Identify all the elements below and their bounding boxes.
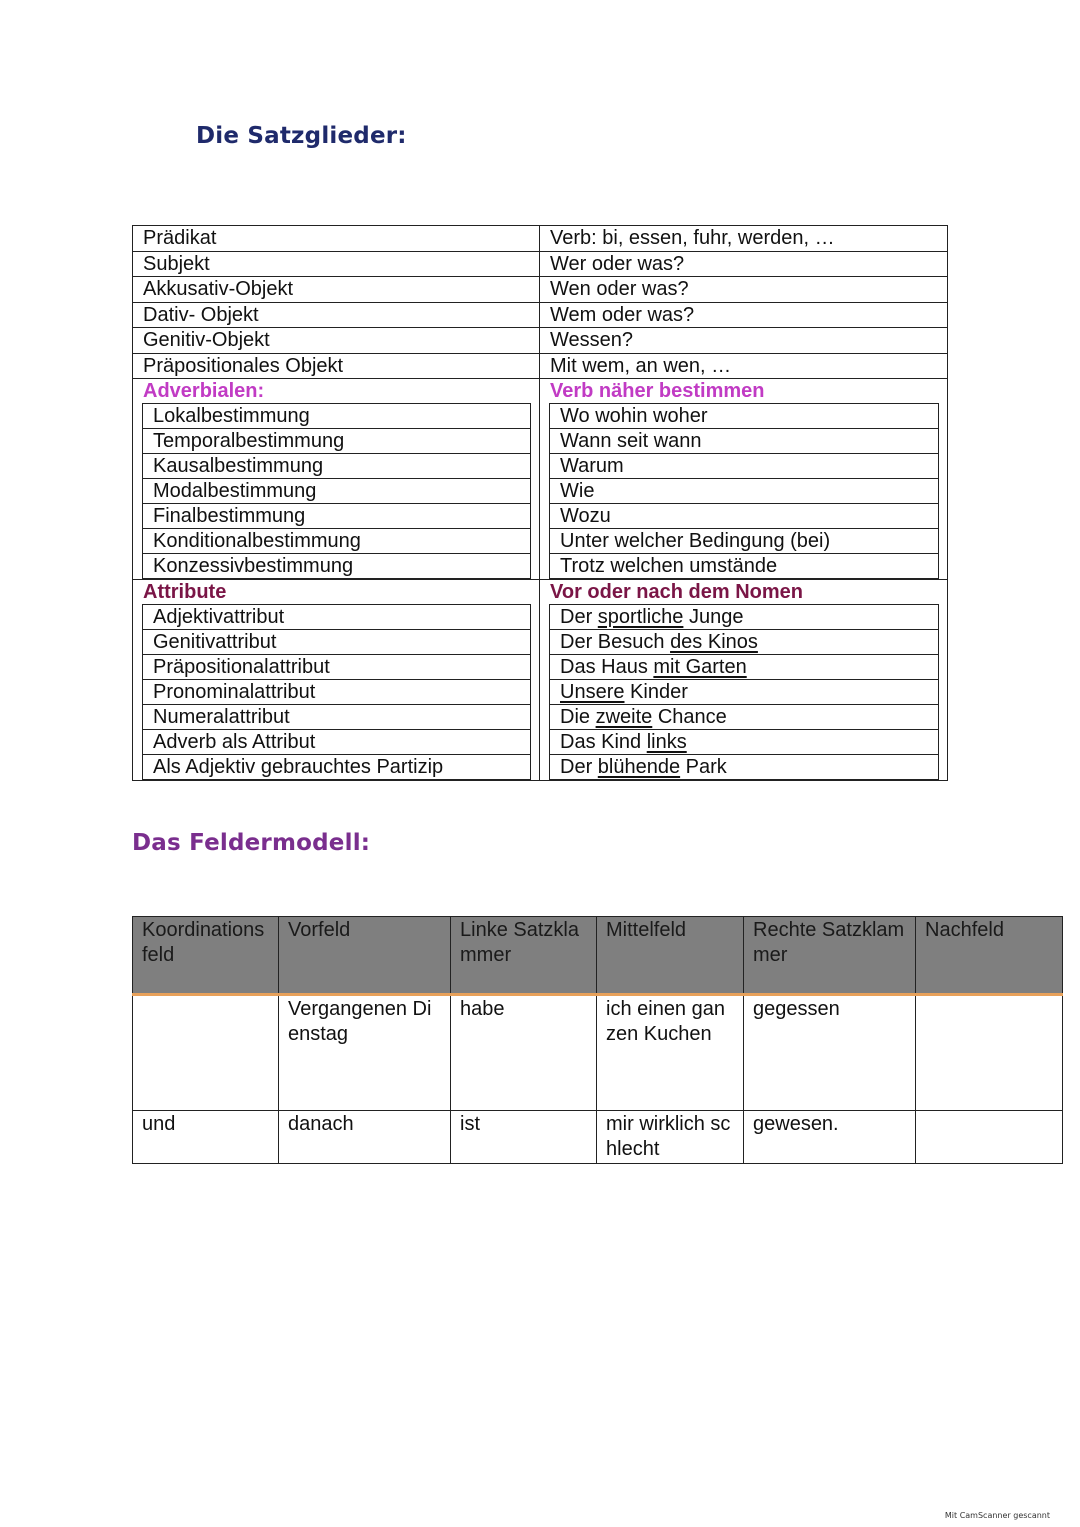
satzglied-name: Subjekt: [133, 251, 540, 277]
adverbial-question: Warum: [550, 454, 939, 479]
field-cell: ist: [451, 1111, 597, 1164]
list-item: [143, 404, 531, 429]
satzglied-row: [133, 302, 948, 328]
attribute-type: Als Adjektiv gebrauchtes Partizip: [143, 755, 531, 780]
list-item: [143, 454, 531, 479]
field-cell: [133, 995, 279, 1111]
satzglied-question: Mit wem, an wen, …: [540, 353, 948, 379]
list-item: [143, 504, 531, 529]
example-underlined-attribute: Unsere: [560, 681, 625, 703]
list-item: [143, 429, 531, 454]
adverbialen-type: Kausalbestimmung: [143, 454, 531, 479]
satzglieder-table: [132, 225, 948, 781]
example-text: Die: [560, 706, 596, 728]
field-header: Vorfeld: [279, 917, 451, 995]
feldermodell-table: [132, 916, 1063, 1164]
attribute-type: Präpositionalattribut: [143, 655, 531, 680]
adverbialen-left-cell: [133, 379, 540, 580]
list-item: [550, 730, 939, 755]
example-underlined-attribute: blühende: [597, 756, 681, 778]
field-cell: mir wirklich schlecht: [597, 1111, 744, 1164]
field-header: Mittelfeld: [597, 917, 744, 995]
list-item: [143, 730, 531, 755]
attribute-example: [550, 680, 939, 705]
field-cell: [916, 1111, 1063, 1164]
list-item: [550, 529, 939, 554]
satzglied-row: [133, 277, 948, 303]
example-underlined-attribute: links: [646, 731, 687, 753]
feldermodell-header-row: [133, 917, 1063, 995]
attribute-type: Genitivattribut: [143, 630, 531, 655]
field-cell: gegessen: [744, 995, 916, 1111]
list-item: [143, 529, 531, 554]
attribute-example: [550, 655, 939, 680]
example-text: Kinder: [624, 681, 688, 703]
adverbialen-type: Temporalbestimmung: [143, 429, 531, 454]
satzglied-row: [133, 251, 948, 277]
list-item: [550, 605, 939, 630]
example-underlined-attribute: des Kinos: [670, 631, 758, 653]
example-text: Das Haus: [560, 656, 654, 678]
field-cell: gewesen.: [744, 1111, 916, 1164]
list-item: [550, 479, 939, 504]
list-item: [143, 630, 531, 655]
adverbial-question: Wozu: [550, 504, 939, 529]
attribute-types-list: [142, 604, 531, 780]
attribute-example: [550, 730, 939, 755]
adverbialen-answers-list: [549, 403, 939, 579]
example-text: Der: [560, 606, 598, 628]
field-header: Nachfeld: [916, 917, 1063, 995]
list-item: [143, 554, 531, 579]
list-item: [143, 680, 531, 705]
list-item: [550, 655, 939, 680]
adverbial-question: Wo wohin woher: [550, 404, 939, 429]
adverbial-question: Trotz welchen umstände: [550, 554, 939, 579]
example-underlined-attribute: mit Garten: [653, 656, 747, 678]
example-underlined-attribute: sportliche: [597, 606, 684, 628]
example-text: Das Kind: [560, 731, 647, 753]
satzglied-row: [133, 328, 948, 354]
list-item: [550, 454, 939, 479]
list-item: [143, 655, 531, 680]
field-cell: [916, 995, 1063, 1111]
list-item: [143, 479, 531, 504]
list-item: [143, 605, 531, 630]
adverbialen-right-cell: [540, 379, 948, 580]
title-satzglieder: Die Satzglieder:: [196, 123, 407, 149]
list-item: [550, 429, 939, 454]
example-text: Park: [680, 756, 727, 778]
list-item: [143, 705, 531, 730]
satzglied-name: Prädikat: [133, 226, 540, 252]
attribute-example: [550, 630, 939, 655]
attribute-type: Adjektivattribut: [143, 605, 531, 630]
satzglied-row: [133, 226, 948, 252]
example-text: Der: [560, 756, 598, 778]
satzglied-name: Dativ- Objekt: [133, 302, 540, 328]
list-item: [550, 680, 939, 705]
field-cell: Vergangenen Dienstag: [279, 995, 451, 1111]
attribute-left-cell: [133, 580, 540, 781]
satzglied-question: Wem oder was?: [540, 302, 948, 328]
adverbialen-type: Finalbestimmung: [143, 504, 531, 529]
example-underlined-attribute: zweite: [595, 706, 653, 728]
list-item: [550, 504, 939, 529]
field-cell: und: [133, 1111, 279, 1164]
adverbial-question: Unter welcher Bedingung (bei): [550, 529, 939, 554]
satzglied-question: Wen oder was?: [540, 277, 948, 303]
attribute-example: [550, 755, 939, 780]
scanner-watermark: Mit CamScanner gescannt: [944, 1511, 1050, 1520]
attribute-example: [550, 605, 939, 630]
adverbialen-types-list: [142, 403, 531, 579]
table-row: [133, 995, 1063, 1111]
adverbialen-heading: Adverbialen:: [143, 380, 265, 402]
list-item: [550, 554, 939, 579]
adverbialen-type: Konditionalbestimmung: [143, 529, 531, 554]
adverbialen-type: Lokalbestimmung: [143, 404, 531, 429]
attribute-right-cell: [540, 580, 948, 781]
list-item: [550, 705, 939, 730]
field-header: Linke Satzklammer: [451, 917, 597, 995]
adverbialen-description: Verb näher bestimmen: [550, 380, 765, 402]
title-feldermodell: Das Feldermodell:: [132, 830, 371, 856]
satzglied-name: Genitiv-Objekt: [133, 328, 540, 354]
list-item: [550, 404, 939, 429]
adverbial-question: Wie: [550, 479, 939, 504]
field-cell: ich einen ganzen Kuchen: [597, 995, 744, 1111]
adverbialen-section: [133, 379, 948, 580]
example-text: Junge: [683, 606, 744, 628]
attribute-type: Pronominalattribut: [143, 680, 531, 705]
satzglied-question: Verb: bi, essen, fuhr, werden, …: [540, 226, 948, 252]
table-row: [133, 1111, 1063, 1164]
list-item: [143, 755, 531, 780]
list-item: [550, 755, 939, 780]
field-cell: danach: [279, 1111, 451, 1164]
field-header: Rechte Satzklammer: [744, 917, 916, 995]
satzglied-question: Wer oder was?: [540, 251, 948, 277]
attribute-heading: Attribute: [143, 581, 227, 603]
adverbialen-type: Modalbestimmung: [143, 479, 531, 504]
attribute-section: [133, 580, 948, 781]
satzglied-name: Präpositionales Objekt: [133, 353, 540, 379]
satzglied-question: Wessen?: [540, 328, 948, 354]
field-cell: habe: [451, 995, 597, 1111]
attribute-type: Adverb als Attribut: [143, 730, 531, 755]
attribute-example: [550, 705, 939, 730]
example-text: Chance: [652, 706, 727, 728]
adverbial-question: Wann seit wann: [550, 429, 939, 454]
field-header: Koordinationsfeld: [133, 917, 279, 995]
satzglied-row: [133, 353, 948, 379]
attribute-description: Vor oder nach dem Nomen: [550, 581, 804, 603]
list-item: [550, 630, 939, 655]
satzglied-name: Akkusativ-Objekt: [133, 277, 540, 303]
example-text: Der Besuch: [560, 631, 671, 653]
attribute-answers-list: [549, 604, 939, 780]
adverbialen-type: Konzessivbestimmung: [143, 554, 531, 579]
attribute-type: Numeralattribut: [143, 705, 531, 730]
